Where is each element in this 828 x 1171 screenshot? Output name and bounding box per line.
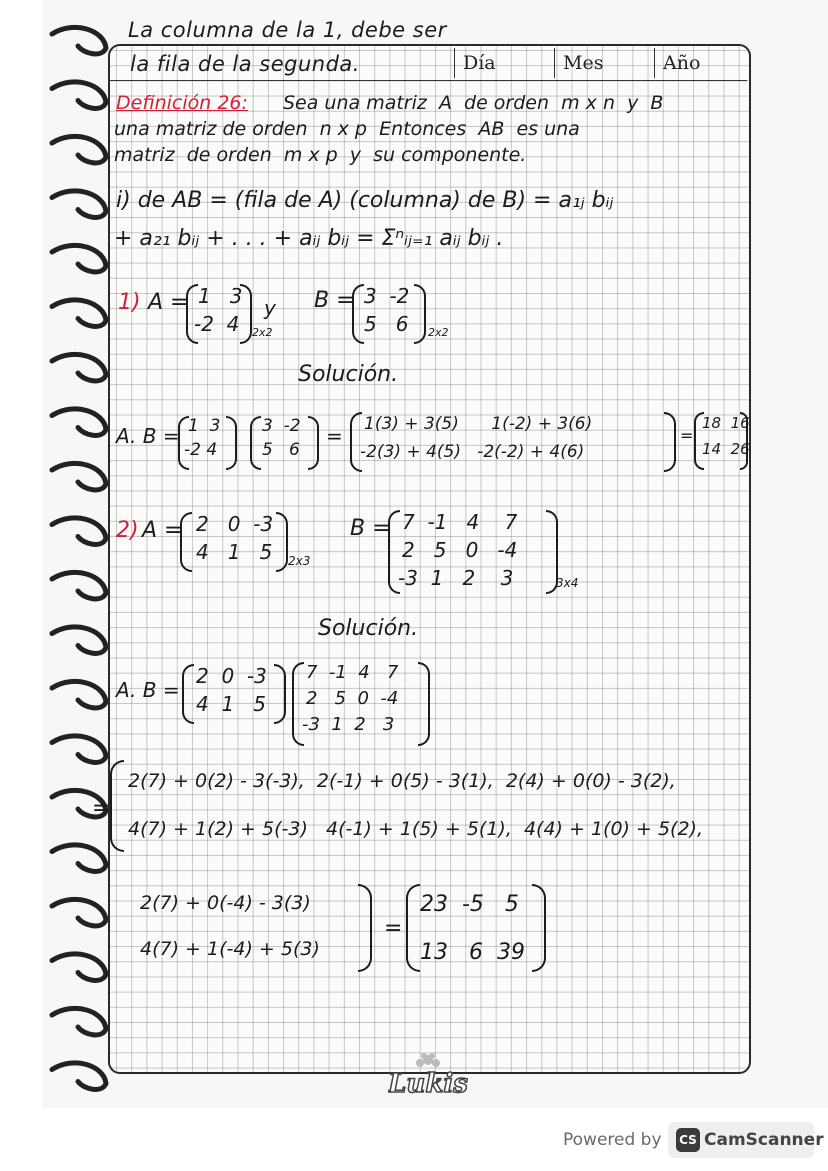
ex2-b-size: 3x4: [556, 576, 579, 590]
ex2-a-size: 2x3: [288, 554, 311, 568]
ex1-b-row1: 3 -2: [364, 284, 410, 308]
ex2-a-left-paren: [180, 512, 192, 572]
spiral-ring: [52, 1063, 106, 1090]
spiral-ring: [52, 518, 106, 545]
ex2-final-eq: =: [384, 916, 403, 941]
ex1-b-row2: 5 6: [364, 312, 409, 336]
ex1-product-label: A. B =: [116, 424, 180, 448]
ex1-m1-row1: 1 3: [188, 416, 221, 436]
ex2-b-row1: 7 -1 4 7: [402, 510, 518, 534]
ex2-tail-right-paren: [358, 884, 372, 972]
ex1-a-size: 2x2: [252, 326, 273, 339]
spiral-ring: [52, 899, 106, 926]
ex1-result-right-paren: [740, 412, 748, 470]
ex2-m1-row1: 2 0 -3: [196, 664, 267, 688]
spiral-ring: [52, 136, 106, 163]
spiral-ring: [52, 736, 106, 763]
ex2-result-left-paren: [406, 884, 420, 972]
ex2-m2-right-paren: [418, 662, 430, 746]
spiral-binding: [44, 14, 114, 1094]
ex2-tail-row1: 2(7) + 0(-4) - 3(3): [140, 892, 311, 914]
ex1-m2-right-paren: [308, 416, 319, 470]
lukis-logo: [388, 1050, 468, 1106]
definition-text-line2: una matriz de orden n x p Entonces AB es una: [114, 118, 580, 140]
ex1-calc-row2: -2(3) + 4(5) -2(-2) + 4(6): [360, 442, 585, 462]
ex1-m1-right-paren: [226, 416, 237, 470]
ex2-result-row2: 13 6 39: [420, 940, 525, 965]
example1-number: 1): [118, 290, 141, 315]
date-bar-divider: [108, 80, 747, 81]
ex2-a-right-paren: [276, 512, 288, 572]
ex1-solution-title: Solución.: [298, 362, 399, 387]
ex1-m2-left-paren: [250, 416, 261, 470]
spiral-ring: [52, 954, 106, 981]
spiral-ring: [52, 681, 106, 708]
ex1-eq: =: [326, 424, 343, 448]
ex2-m2-row3: -3 1 2 3: [302, 714, 395, 735]
spiral-ring: [52, 245, 106, 272]
ex1-result-row1: 18 16: [702, 414, 750, 432]
ex2-b-row3: -3 1 2 3: [398, 566, 514, 590]
definition-text-line1: Sea una matriz A de orden m x n y B: [283, 92, 664, 114]
example1-def-b: B =: [314, 288, 355, 313]
spiral-ring: [52, 354, 106, 381]
camscanner-icon: CS: [676, 1128, 700, 1152]
header-note-line1: La columna de la 1, debe ser: [128, 18, 447, 42]
svg-text:Lukis: Lukis: [388, 1069, 468, 1099]
spiral-ring: [52, 845, 106, 872]
ex2-m1-right-paren: [274, 664, 286, 724]
ex2-result-right-paren: [532, 884, 546, 972]
spiral-ring: [52, 627, 106, 654]
ex2-m2-row2: 2 5 0 -4: [306, 688, 399, 709]
ex2-long-eq: =: [92, 796, 111, 821]
camscanner-brand: CamScanner: [704, 1130, 824, 1150]
ex1-calc-right-paren: [664, 412, 676, 472]
header-note-line2: la fila de la segunda.: [130, 52, 360, 76]
ex2-b-row2: 2 5 0 -4: [402, 538, 518, 562]
spiral-ring: [52, 27, 106, 54]
ex1-m2-row2: 5 6: [262, 440, 300, 460]
ex1-m1-row2: -2 4: [184, 440, 218, 460]
date-day-label: Día: [454, 48, 555, 78]
spiral-ring: [52, 191, 106, 218]
formula-line1: i) de AB = (fila de A) (columna) de B) = a₁ⱼ bᵢⱼ: [116, 188, 614, 213]
definition-label: Definición 26:: [116, 92, 248, 114]
ex1-calc-row1: 1(3) + 3(5) 1(-2) + 3(6): [364, 414, 593, 434]
ex2-long-row1: 2(7) + 0(2) - 3(-3), 2(-1) + 0(5) - 3(1), 2(4) + 0(0) - 3(2),: [128, 770, 676, 792]
ex2-a-row1: 2 0 -3: [196, 512, 274, 536]
example2-def-b: B =: [350, 516, 391, 541]
ex2-result-row1: 23 -5 5: [420, 892, 519, 917]
definition-text-line3: matriz de orden m x p y su componente.: [114, 144, 527, 166]
ex1-joiner: y: [264, 296, 276, 320]
ex1-b-size: 2x2: [428, 326, 449, 339]
example1-def-a: A =: [148, 290, 189, 315]
ex1-a-right-paren: [240, 284, 252, 344]
ex1-result-row2: 14 26: [702, 440, 750, 458]
ex2-m2-row1: 7 -1 4 7: [306, 662, 399, 683]
date-year-label: Año: [654, 48, 747, 78]
ex1-result-eq: =: [680, 426, 694, 445]
ex2-long-left-paren: [110, 760, 124, 852]
ex2-long-row2: 4(7) + 1(2) + 5(-3) 4(-1) + 1(5) + 5(1), 4(4) + 1(0) + 5(2),: [128, 818, 704, 840]
spiral-ring: [52, 1008, 106, 1035]
ex2-a-row2: 4 1 5: [196, 540, 273, 564]
ex1-b-left-paren: [352, 284, 364, 344]
ex2-m1-row2: 4 1 5: [196, 692, 266, 716]
formula-line2: + a₂₁ bᵢⱼ + . . . + aᵢⱼ bᵢⱼ = Σⁿᵢⱼ₌₁ aᵢⱼ bᵢⱼ .: [114, 226, 504, 251]
ex1-a-row1: 1 3: [198, 284, 243, 308]
ex1-b-right-paren: [414, 284, 426, 344]
spiral-ring: [52, 82, 106, 109]
spiral-ring: [52, 409, 106, 436]
ex1-a-row2: -2 4: [194, 312, 240, 336]
powered-by-text: Powered by: [563, 1130, 662, 1150]
spiral-ring: [52, 300, 106, 327]
spiral-ring: [52, 463, 106, 490]
ex2-solution-title: Solución.: [318, 616, 419, 641]
date-month-label: Mes: [554, 48, 659, 78]
example2-number: 2): [116, 518, 139, 543]
ex2-m1-left-paren: [182, 664, 194, 724]
spiral-ring: [52, 572, 106, 599]
example2-def-a: A =: [142, 518, 183, 543]
ex1-m2-row1: 3 -2: [262, 416, 301, 436]
ex2-tail-row2: 4(7) + 1(-4) + 5(3): [140, 938, 320, 960]
ex2-product-label: A. B =: [116, 678, 180, 702]
